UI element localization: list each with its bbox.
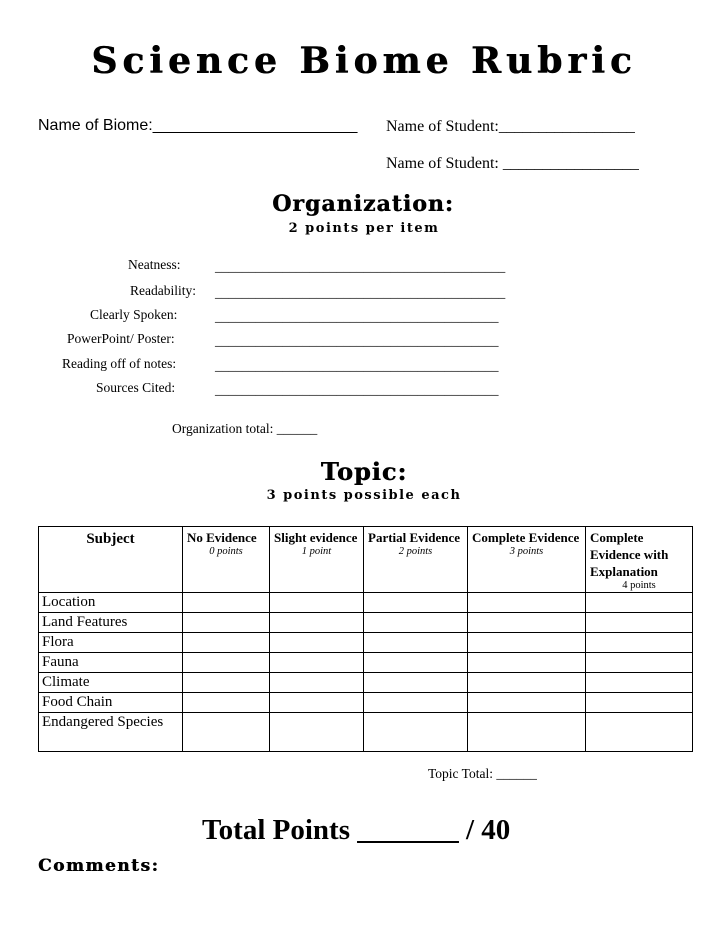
criterion-label: Readability: [130, 283, 196, 298]
score-cell[interactable] [468, 593, 586, 613]
score-cell[interactable] [270, 593, 364, 613]
score-cell[interactable] [364, 653, 468, 673]
criterion-label: PowerPoint/ Poster: [67, 331, 175, 346]
table-row [39, 693, 693, 713]
score-cell[interactable] [468, 713, 586, 752]
score-cell[interactable] [586, 653, 693, 673]
table-row [39, 653, 693, 673]
score-cell[interactable] [364, 693, 468, 713]
score-cell[interactable] [270, 673, 364, 693]
score-cell[interactable] [468, 673, 586, 693]
criterion-score-line[interactable]: __________________________________________ [215, 358, 499, 373]
score-cell[interactable] [270, 653, 364, 673]
column-header-points: 1 point [301, 546, 332, 557]
row-subject: Endangered Species [39, 713, 183, 752]
column-header-points: 0 points [209, 546, 243, 557]
row-subject: Location [39, 593, 183, 613]
criterion-label: Sources Cited: [96, 380, 176, 395]
criterion-score-line[interactable]: __________________________________________ [215, 382, 499, 397]
score-cell[interactable] [364, 633, 468, 653]
column-header-points: 4 points [622, 580, 656, 591]
column-header-complete-evidence [468, 527, 586, 593]
score-cell[interactable] [183, 693, 270, 713]
score-cell[interactable] [586, 673, 693, 693]
table-row [39, 673, 693, 693]
row-subject: Flora [39, 633, 183, 653]
score-cell[interactable] [183, 593, 270, 613]
column-header-label: No Evidence [187, 530, 257, 545]
column-header-partial-evidence [364, 527, 468, 593]
criterion-label: Clearly Spoken: [90, 307, 178, 322]
column-header-points: 3 points [509, 546, 544, 557]
column-header-label: Slight evidence [274, 530, 358, 545]
column-header-label: Complete Evidence [472, 530, 580, 545]
score-cell[interactable] [364, 593, 468, 613]
column-header-subject: Subject [39, 527, 183, 593]
table-row [39, 633, 693, 653]
column-header-points: 2 points [398, 546, 433, 557]
organization-heading: Organization: [272, 191, 454, 217]
organization-subheading: 2 points per item [288, 221, 440, 236]
criterion-score-line[interactable]: ___________________________________________ [215, 285, 506, 300]
score-cell[interactable] [468, 653, 586, 673]
student-name-field-1[interactable]: Name of Student:_________________ [386, 118, 635, 135]
criterion-score-line[interactable]: __________________________________________ [215, 333, 499, 348]
score-cell[interactable] [364, 613, 468, 633]
score-cell[interactable] [586, 613, 693, 633]
comments-label: Comments: [38, 856, 160, 876]
score-cell[interactable] [270, 633, 364, 653]
score-cell[interactable] [183, 673, 270, 693]
row-subject: Land Features [39, 613, 183, 633]
row-subject: Fauna [39, 653, 183, 673]
column-header-label: Partial Evidence [368, 530, 461, 545]
topic-subheading: 3 points possible each [266, 488, 462, 503]
criterion-score-line[interactable]: ___________________________________________ [215, 259, 506, 274]
page-title: Science Biome Rubric [91, 40, 637, 82]
score-cell[interactable] [364, 713, 468, 752]
biome-name-field[interactable]: Name of Biome:_______________________ [38, 117, 358, 134]
score-cell[interactable] [468, 633, 586, 653]
score-cell[interactable] [183, 653, 270, 673]
column-header-slight-evidence [270, 527, 364, 593]
score-cell[interactable] [586, 633, 693, 653]
score-cell[interactable] [586, 593, 693, 613]
score-cell[interactable] [468, 693, 586, 713]
table-row [39, 613, 693, 633]
column-header-no-evidence [183, 527, 270, 593]
criterion-label: Reading off of notes: [62, 356, 177, 371]
score-cell[interactable] [270, 613, 364, 633]
row-subject: Food Chain [39, 693, 183, 713]
criterion-score-line[interactable]: __________________________________________ [215, 309, 499, 324]
score-cell[interactable] [364, 673, 468, 693]
score-cell[interactable] [270, 713, 364, 752]
score-cell[interactable] [183, 613, 270, 633]
score-cell[interactable] [270, 693, 364, 713]
total-points[interactable]: Total Points _______ / 40 [202, 814, 511, 846]
table-row [39, 593, 693, 613]
column-header-complete-evidence-with-explanation [586, 527, 693, 593]
score-cell[interactable] [586, 693, 693, 713]
score-cell[interactable] [183, 633, 270, 653]
criterion-label: Neatness: [128, 257, 181, 272]
score-cell[interactable] [183, 713, 270, 752]
topic-rubric-table [38, 526, 693, 752]
score-cell[interactable] [468, 613, 586, 633]
row-subject: Climate [39, 673, 183, 693]
table-row [39, 713, 693, 752]
student-name-field-2[interactable]: Name of Student: _________________ [386, 155, 639, 172]
organization-total[interactable]: Organization total: ______ [172, 421, 318, 436]
score-cell[interactable] [586, 713, 693, 752]
topic-total[interactable]: Topic Total: ______ [428, 766, 537, 781]
column-header-label: Complete Evidence with Explanation [590, 530, 669, 579]
table-header-row [39, 527, 693, 593]
topic-heading: Topic: [320, 457, 408, 486]
